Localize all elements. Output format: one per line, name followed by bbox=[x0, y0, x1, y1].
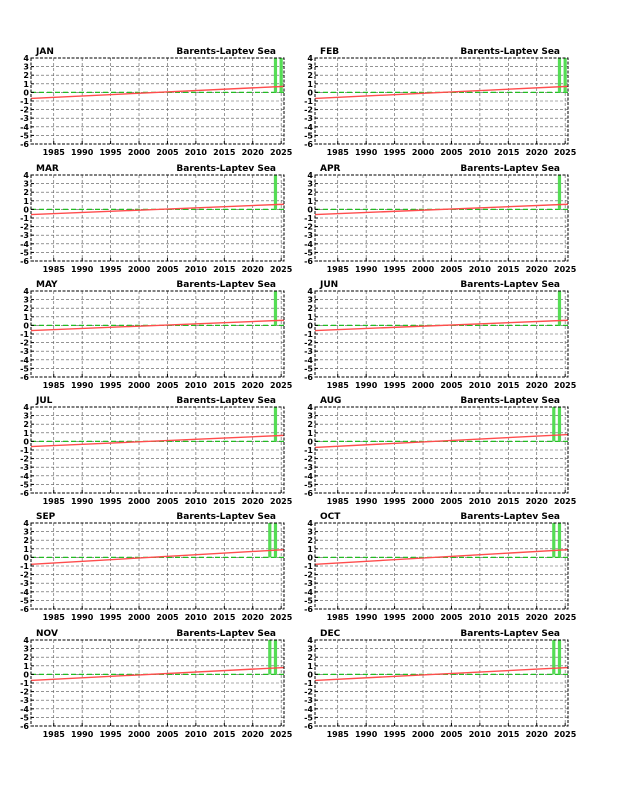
y-tick-label: -1 bbox=[304, 562, 313, 571]
panel-region-label: Barents-Laptev Sea bbox=[460, 280, 560, 290]
y-tick-label: 3 bbox=[23, 62, 29, 72]
y-tick-label: 2 bbox=[307, 188, 313, 198]
y-tick-label: -5 bbox=[20, 480, 29, 490]
x-tick-label: 2005 bbox=[440, 265, 463, 274]
y-tick-label: -3 bbox=[20, 114, 29, 124]
y-tick-label: 3 bbox=[307, 179, 313, 189]
x-tick-label: 2025 bbox=[270, 613, 293, 622]
chart-panel-feb bbox=[304, 47, 577, 157]
x-tick-label: 2010 bbox=[468, 730, 492, 739]
y-tick-label: -1 bbox=[304, 214, 313, 223]
x-tick-label: 2000 bbox=[127, 730, 151, 739]
y-tick-label: 2 bbox=[307, 653, 313, 663]
x-tick-label: 1985 bbox=[42, 265, 65, 274]
chart-panel-mar bbox=[20, 164, 293, 274]
panel-region-label: Barents-Laptev Sea bbox=[176, 47, 276, 57]
panel-month-label: MAY bbox=[36, 280, 58, 290]
y-tick-label: -1 bbox=[20, 446, 29, 455]
y-tick-label: 1 bbox=[307, 79, 313, 89]
x-tick-label: 2010 bbox=[184, 497, 208, 506]
x-tick-label: 1995 bbox=[383, 265, 406, 274]
x-tick-label: 1990 bbox=[355, 730, 378, 739]
y-tick-label: -6 bbox=[304, 722, 313, 731]
y-tick-label: -3 bbox=[20, 696, 29, 706]
chart-panel-sep bbox=[20, 512, 293, 622]
x-tick-label: 1985 bbox=[42, 148, 65, 157]
y-tick-label: -3 bbox=[20, 579, 29, 589]
y-tick-label: 0 bbox=[307, 670, 313, 680]
x-tick-label: 2005 bbox=[440, 613, 463, 622]
y-tick-label: -6 bbox=[304, 489, 313, 498]
y-tick-label: -4 bbox=[304, 355, 313, 365]
bar-2024 bbox=[274, 523, 277, 557]
y-tick-label: 4 bbox=[307, 287, 313, 296]
panel-month-label: FEB bbox=[320, 47, 340, 57]
y-tick-label: 3 bbox=[307, 411, 313, 421]
y-tick-label: 4 bbox=[23, 519, 29, 528]
y-tick-label: -5 bbox=[304, 364, 313, 374]
x-tick-label: 2005 bbox=[156, 265, 179, 274]
y-tick-label: -6 bbox=[304, 140, 313, 149]
y-tick-label: -2 bbox=[20, 454, 29, 464]
chart-panel-apr bbox=[304, 164, 577, 274]
bar-2023 bbox=[552, 523, 555, 557]
y-tick-label: 3 bbox=[23, 295, 29, 305]
panel-region-label: Barents-Laptev Sea bbox=[460, 512, 560, 522]
y-tick-label: 2 bbox=[307, 71, 313, 81]
x-tick-label: 2005 bbox=[440, 730, 463, 739]
y-tick-label: 2 bbox=[307, 420, 313, 430]
y-tick-label: 0 bbox=[23, 437, 29, 447]
x-tick-label: 1990 bbox=[71, 730, 94, 739]
y-tick-label: 4 bbox=[23, 636, 29, 645]
y-tick-label: 4 bbox=[23, 54, 29, 63]
x-tick-label: 1995 bbox=[99, 381, 122, 390]
x-tick-label: 2010 bbox=[184, 265, 208, 274]
bar-2023 bbox=[552, 640, 555, 674]
y-tick-label: 0 bbox=[23, 670, 29, 680]
trend-line bbox=[31, 668, 284, 681]
x-tick-label: 2015 bbox=[213, 148, 236, 157]
y-tick-label: 1 bbox=[307, 196, 313, 206]
y-tick-label: 4 bbox=[307, 171, 313, 180]
y-tick-label: -4 bbox=[304, 471, 313, 481]
chart-panel-jun bbox=[304, 280, 577, 390]
x-tick-label: 1985 bbox=[326, 497, 349, 506]
y-tick-label: -1 bbox=[304, 679, 313, 688]
chart-panel-may bbox=[20, 280, 293, 390]
x-tick-label: 2005 bbox=[156, 148, 179, 157]
x-tick-label: 1995 bbox=[99, 613, 122, 622]
x-tick-label: 2000 bbox=[411, 730, 435, 739]
x-tick-label: 1995 bbox=[383, 148, 406, 157]
panel-month-label: JUL bbox=[36, 396, 53, 406]
x-tick-label: 2015 bbox=[497, 265, 520, 274]
x-tick-label: 1995 bbox=[99, 265, 122, 274]
y-tick-label: -6 bbox=[20, 373, 29, 382]
y-tick-label: -2 bbox=[304, 687, 313, 697]
x-tick-label: 1985 bbox=[42, 730, 65, 739]
x-tick-label: 2025 bbox=[554, 613, 577, 622]
x-tick-label: 2005 bbox=[156, 730, 179, 739]
x-tick-label: 2020 bbox=[525, 497, 548, 506]
panel-region-label: Barents-Laptev Sea bbox=[176, 164, 276, 174]
y-tick-label: 2 bbox=[23, 536, 29, 546]
x-tick-label: 2020 bbox=[241, 730, 264, 739]
y-tick-label: -5 bbox=[20, 248, 29, 258]
x-tick-label: 2025 bbox=[554, 730, 577, 739]
y-tick-label: -4 bbox=[20, 355, 29, 365]
x-tick-label: 2025 bbox=[270, 730, 293, 739]
y-tick-label: 2 bbox=[307, 304, 313, 314]
y-tick-label: -3 bbox=[20, 347, 29, 357]
x-tick-label: 2000 bbox=[127, 381, 151, 390]
y-tick-label: -1 bbox=[20, 330, 29, 339]
x-tick-label: 1990 bbox=[355, 381, 378, 390]
x-tick-label: 2025 bbox=[270, 497, 293, 506]
x-tick-label: 2015 bbox=[497, 497, 520, 506]
x-tick-label: 2000 bbox=[127, 613, 151, 622]
y-tick-label: 3 bbox=[23, 179, 29, 189]
y-tick-label: 0 bbox=[307, 553, 313, 563]
y-tick-label: 2 bbox=[23, 304, 29, 314]
y-tick-label: 0 bbox=[307, 88, 313, 98]
bar-2023 bbox=[552, 407, 555, 441]
x-tick-label: 2020 bbox=[241, 148, 264, 157]
panel-region-label: Barents-Laptev Sea bbox=[176, 396, 276, 406]
y-tick-label: 1 bbox=[307, 312, 313, 322]
y-tick-label: 3 bbox=[307, 62, 313, 72]
y-tick-label: 4 bbox=[307, 636, 313, 645]
chart-panel-jan bbox=[20, 47, 293, 157]
x-tick-label: 2020 bbox=[525, 613, 548, 622]
panel-month-label: MAR bbox=[36, 164, 59, 174]
y-tick-label: -1 bbox=[20, 97, 29, 106]
y-tick-label: -3 bbox=[304, 579, 313, 589]
x-tick-label: 2005 bbox=[440, 381, 463, 390]
panel-month-label: DEC bbox=[320, 629, 341, 639]
x-tick-label: 2005 bbox=[440, 497, 463, 506]
y-tick-label: 4 bbox=[23, 287, 29, 296]
x-tick-label: 1990 bbox=[355, 613, 378, 622]
x-tick-label: 1990 bbox=[71, 381, 94, 390]
panel-month-label: JAN bbox=[36, 47, 54, 57]
y-tick-label: -3 bbox=[20, 463, 29, 473]
x-tick-label: 1985 bbox=[326, 613, 349, 622]
x-tick-label: 2015 bbox=[213, 381, 236, 390]
x-tick-label: 1990 bbox=[355, 265, 378, 274]
y-tick-label: 3 bbox=[307, 527, 313, 537]
y-tick-label: -2 bbox=[20, 222, 29, 232]
x-tick-label: 2000 bbox=[411, 497, 435, 506]
y-tick-label: -2 bbox=[20, 687, 29, 697]
y-tick-label: 0 bbox=[307, 321, 313, 331]
x-tick-label: 2010 bbox=[184, 730, 208, 739]
panel-region-label: Barents-Laptev Sea bbox=[460, 396, 560, 406]
panel-region-label: Barents-Laptev Sea bbox=[460, 47, 560, 57]
y-tick-label: -2 bbox=[304, 222, 313, 232]
x-tick-label: 2010 bbox=[468, 497, 492, 506]
bar-2023 bbox=[268, 640, 271, 674]
x-tick-label: 2025 bbox=[554, 265, 577, 274]
x-tick-label: 1995 bbox=[99, 497, 122, 506]
y-tick-label: 2 bbox=[23, 653, 29, 663]
y-tick-label: -1 bbox=[20, 214, 29, 223]
x-tick-label: 2015 bbox=[213, 265, 236, 274]
y-tick-label: 1 bbox=[307, 428, 313, 438]
trend-line bbox=[315, 550, 568, 565]
y-tick-label: 3 bbox=[307, 295, 313, 305]
y-tick-label: -1 bbox=[304, 446, 313, 455]
y-tick-label: 2 bbox=[23, 71, 29, 81]
x-tick-label: 2005 bbox=[156, 381, 179, 390]
x-tick-label: 2010 bbox=[184, 148, 208, 157]
x-tick-label: 2025 bbox=[554, 381, 577, 390]
x-tick-label: 2025 bbox=[554, 497, 577, 506]
chart-panel-aug bbox=[304, 396, 577, 506]
x-tick-label: 1985 bbox=[42, 497, 65, 506]
panel-month-label: APR bbox=[320, 164, 341, 174]
y-tick-label: -4 bbox=[304, 587, 313, 597]
y-tick-label: -1 bbox=[304, 97, 313, 106]
y-tick-label: 3 bbox=[23, 644, 29, 654]
y-tick-label: 0 bbox=[23, 553, 29, 563]
panel-region-label: Barents-Laptev Sea bbox=[460, 164, 560, 174]
x-tick-label: 1995 bbox=[383, 497, 406, 506]
x-tick-label: 2025 bbox=[554, 148, 577, 157]
x-tick-label: 1995 bbox=[99, 148, 122, 157]
x-tick-label: 2000 bbox=[127, 265, 151, 274]
y-tick-label: -1 bbox=[304, 330, 313, 339]
chart-panel-oct bbox=[304, 512, 577, 622]
y-tick-label: -5 bbox=[20, 713, 29, 723]
y-tick-label: -6 bbox=[20, 489, 29, 498]
panel-region-label: Barents-Laptev Sea bbox=[176, 629, 276, 639]
y-tick-label: -5 bbox=[304, 596, 313, 606]
panel-region-label: Barents-Laptev Sea bbox=[176, 512, 276, 522]
y-tick-label: 0 bbox=[307, 437, 313, 447]
x-tick-label: 2010 bbox=[468, 148, 492, 157]
y-tick-label: 0 bbox=[23, 88, 29, 98]
y-tick-label: -5 bbox=[20, 364, 29, 374]
y-tick-label: -6 bbox=[20, 257, 29, 266]
y-tick-label: -2 bbox=[20, 338, 29, 348]
y-tick-label: -5 bbox=[304, 131, 313, 141]
y-tick-label: -1 bbox=[20, 562, 29, 571]
x-tick-label: 2015 bbox=[497, 148, 520, 157]
y-tick-label: -4 bbox=[20, 471, 29, 481]
x-tick-label: 2025 bbox=[270, 148, 293, 157]
y-tick-label: -2 bbox=[20, 105, 29, 115]
y-tick-label: -6 bbox=[20, 140, 29, 149]
bar-2024 bbox=[274, 640, 277, 674]
x-tick-label: 2010 bbox=[468, 613, 492, 622]
y-tick-label: -2 bbox=[304, 105, 313, 115]
y-tick-label: -2 bbox=[304, 454, 313, 464]
y-tick-label: -3 bbox=[304, 347, 313, 357]
x-tick-label: 2015 bbox=[497, 381, 520, 390]
y-tick-label: -3 bbox=[304, 231, 313, 241]
y-tick-label: 3 bbox=[307, 644, 313, 654]
y-tick-label: -5 bbox=[304, 248, 313, 258]
y-tick-label: 4 bbox=[307, 519, 313, 528]
x-tick-label: 2015 bbox=[213, 613, 236, 622]
x-tick-label: 2015 bbox=[497, 730, 520, 739]
y-tick-label: -4 bbox=[20, 704, 29, 714]
trend-line bbox=[315, 435, 568, 448]
panel-region-label: Barents-Laptev Sea bbox=[460, 629, 560, 639]
y-tick-label: 1 bbox=[307, 544, 313, 554]
x-tick-label: 2020 bbox=[241, 265, 264, 274]
panel-region-label: Barents-Laptev Sea bbox=[176, 280, 276, 290]
x-tick-label: 2015 bbox=[213, 497, 236, 506]
x-tick-label: 2005 bbox=[156, 497, 179, 506]
x-tick-label: 1985 bbox=[42, 613, 65, 622]
y-tick-label: 4 bbox=[307, 403, 313, 412]
x-tick-label: 2025 bbox=[270, 381, 293, 390]
y-tick-label: -4 bbox=[304, 122, 313, 132]
y-tick-label: 4 bbox=[23, 171, 29, 180]
trend-line bbox=[31, 435, 284, 446]
x-tick-label: 2000 bbox=[411, 148, 435, 157]
y-tick-label: -6 bbox=[20, 722, 29, 731]
y-tick-label: 1 bbox=[23, 196, 29, 206]
x-tick-label: 2025 bbox=[270, 265, 293, 274]
y-tick-label: -6 bbox=[304, 257, 313, 266]
x-tick-label: 2010 bbox=[184, 613, 208, 622]
bar-2023 bbox=[268, 523, 271, 557]
x-tick-label: 1985 bbox=[326, 265, 349, 274]
y-tick-label: -6 bbox=[304, 373, 313, 382]
x-tick-label: 1990 bbox=[71, 265, 94, 274]
x-tick-label: 2005 bbox=[156, 613, 179, 622]
y-tick-label: 0 bbox=[307, 205, 313, 215]
panel-month-label: JUN bbox=[320, 280, 339, 290]
y-tick-label: 0 bbox=[23, 321, 29, 331]
x-tick-label: 1990 bbox=[71, 613, 94, 622]
x-tick-label: 2010 bbox=[184, 381, 208, 390]
x-tick-label: 1990 bbox=[71, 148, 94, 157]
y-tick-label: -4 bbox=[304, 704, 313, 714]
y-tick-label: 1 bbox=[23, 79, 29, 89]
x-tick-label: 1985 bbox=[326, 730, 349, 739]
x-tick-label: 2020 bbox=[525, 730, 548, 739]
trend-line bbox=[31, 550, 284, 565]
x-tick-label: 1990 bbox=[355, 148, 378, 157]
x-tick-label: 2000 bbox=[127, 497, 151, 506]
bar-2024 bbox=[558, 407, 561, 441]
panel-month-label: OCT bbox=[320, 512, 341, 522]
x-tick-label: 2000 bbox=[411, 613, 435, 622]
x-tick-label: 2005 bbox=[440, 148, 463, 157]
y-tick-label: 1 bbox=[307, 661, 313, 671]
x-tick-label: 2010 bbox=[468, 265, 492, 274]
y-tick-label: -2 bbox=[304, 338, 313, 348]
y-tick-label: 3 bbox=[23, 411, 29, 421]
y-tick-label: -5 bbox=[20, 131, 29, 141]
x-tick-label: 1995 bbox=[383, 381, 406, 390]
x-tick-label: 2000 bbox=[411, 381, 435, 390]
y-tick-label: -2 bbox=[20, 570, 29, 580]
x-tick-label: 2020 bbox=[241, 381, 264, 390]
y-tick-label: -5 bbox=[304, 480, 313, 490]
y-tick-label: 2 bbox=[23, 420, 29, 430]
trend-line bbox=[315, 668, 568, 681]
x-tick-label: 1990 bbox=[71, 497, 94, 506]
y-tick-label: 4 bbox=[307, 54, 313, 63]
x-tick-label: 2020 bbox=[525, 265, 548, 274]
y-tick-label: 0 bbox=[23, 205, 29, 215]
x-tick-label: 1995 bbox=[383, 613, 406, 622]
bar-2024 bbox=[558, 523, 561, 557]
x-tick-label: 1985 bbox=[42, 381, 65, 390]
x-tick-label: 2000 bbox=[127, 148, 151, 157]
x-tick-label: 2015 bbox=[213, 730, 236, 739]
x-tick-label: 2015 bbox=[497, 613, 520, 622]
x-tick-label: 2020 bbox=[241, 497, 264, 506]
bar-2024 bbox=[558, 640, 561, 674]
x-tick-label: 1995 bbox=[383, 730, 406, 739]
panel-month-label: SEP bbox=[36, 512, 56, 522]
y-tick-label: -2 bbox=[304, 570, 313, 580]
y-tick-label: -3 bbox=[20, 231, 29, 241]
y-tick-label: 1 bbox=[23, 428, 29, 438]
chart-panel-dec bbox=[304, 629, 577, 739]
y-tick-label: -5 bbox=[304, 713, 313, 723]
x-tick-label: 2020 bbox=[525, 148, 548, 157]
y-tick-label: 4 bbox=[23, 403, 29, 412]
x-tick-label: 1990 bbox=[355, 497, 378, 506]
x-tick-label: 1995 bbox=[99, 730, 122, 739]
y-tick-label: -5 bbox=[20, 596, 29, 606]
y-tick-label: -3 bbox=[304, 114, 313, 124]
panel-month-label: NOV bbox=[36, 629, 58, 639]
chart-panel-jul bbox=[20, 396, 293, 506]
y-tick-label: 1 bbox=[23, 312, 29, 322]
x-tick-label: 2000 bbox=[411, 265, 435, 274]
x-tick-label: 1985 bbox=[326, 148, 349, 157]
x-tick-label: 2020 bbox=[525, 381, 548, 390]
y-tick-label: 2 bbox=[23, 188, 29, 198]
y-tick-label: -4 bbox=[20, 239, 29, 249]
x-tick-label: 2010 bbox=[468, 381, 492, 390]
y-tick-label: 3 bbox=[23, 527, 29, 537]
y-tick-label: -1 bbox=[20, 679, 29, 688]
panel-month-label: AUG bbox=[320, 396, 342, 406]
y-tick-label: -4 bbox=[304, 239, 313, 249]
y-tick-label: -4 bbox=[20, 122, 29, 132]
y-tick-label: 2 bbox=[307, 536, 313, 546]
x-tick-label: 2020 bbox=[241, 613, 264, 622]
x-tick-label: 1985 bbox=[326, 381, 349, 390]
y-tick-label: -6 bbox=[304, 605, 313, 614]
y-tick-label: 1 bbox=[23, 661, 29, 671]
y-tick-label: -3 bbox=[304, 463, 313, 473]
chart-panel-nov bbox=[20, 629, 293, 739]
y-tick-label: -4 bbox=[20, 587, 29, 597]
y-tick-label: 1 bbox=[23, 544, 29, 554]
y-tick-label: -6 bbox=[20, 605, 29, 614]
y-tick-label: -3 bbox=[304, 696, 313, 706]
